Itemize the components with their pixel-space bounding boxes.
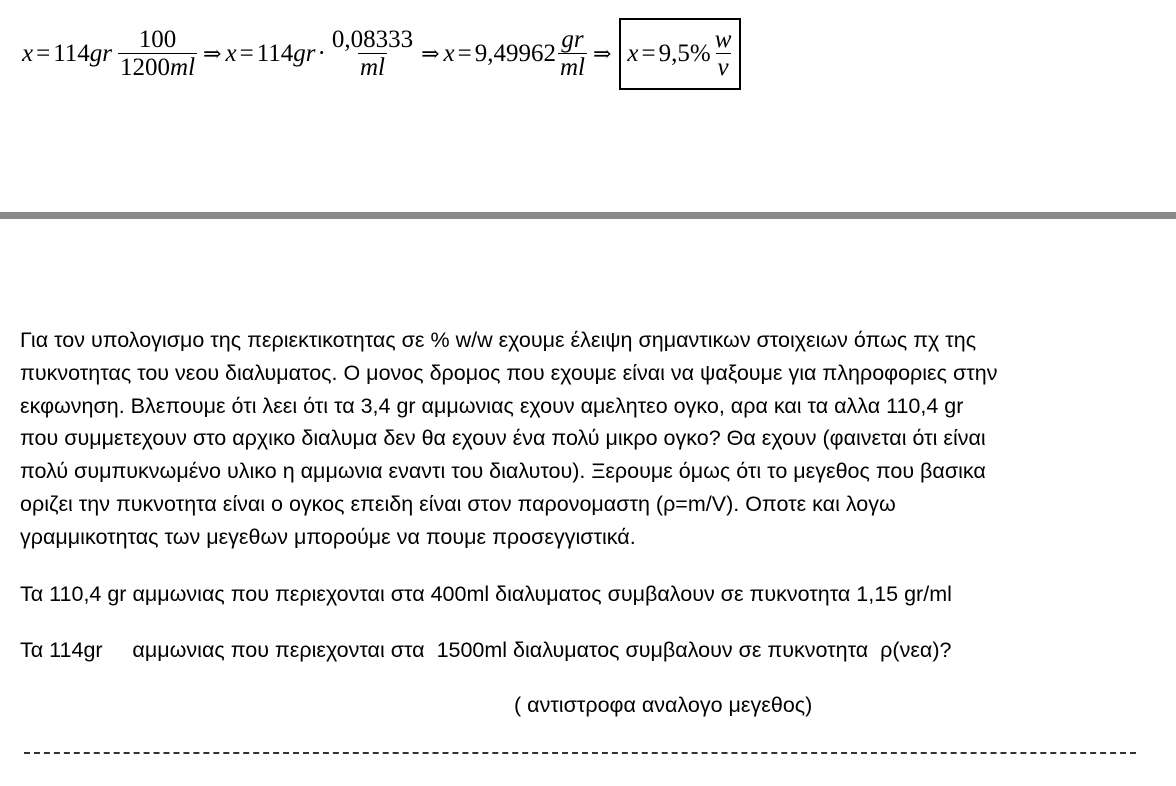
density-line-1: Τα 110,4 gr αμμωνιας που περιεχονται στα 400ml διαλυματος συμβαλουν σε πυκνοτητα 1,15 gr/ml (20, 582, 952, 606)
eq-var: x (443, 40, 455, 67)
eq-var: x (22, 40, 34, 67)
final-value: 9,5% (658, 40, 711, 67)
eq-var: x (225, 40, 237, 67)
eq-coef: 114 (53, 40, 90, 67)
fraction-2-denominator: ml (359, 53, 385, 81)
eq-equals: = (457, 40, 472, 67)
eq-result: 9,49962 (474, 40, 556, 67)
eq-var: x (627, 40, 639, 67)
explanation-paragraph (20, 324, 997, 554)
paragraph-line: οριζει την πυκνοτητα είναι ο ογκος επειδη είναι στον παρονομαστη (ρ=m/V). Οποτε και λογω (20, 491, 896, 516)
paragraph-line: Για τον υπολογισμο της περιεκτικοτητας σε % w/w εχουμε έλειψη σημαντικων στοιχειων όπως πχ της (20, 328, 977, 352)
fraction-1-denominator (118, 53, 197, 82)
eq-unit: gr (293, 40, 316, 67)
fraction-3 (558, 27, 587, 82)
fraction-2-numerator: 0,08333 (331, 25, 414, 53)
fraction-1 (118, 27, 197, 82)
implies-arrow: ⇒ (421, 41, 440, 67)
paragraph-line: πυκνοτητας του νεου διαλυματος. Ο μονος δρομος που εχουμε είναι να ψαξουμε για πληροφοριες στην (20, 360, 998, 385)
eq-equals: = (36, 40, 51, 67)
fraction-1-den-unit: ml (170, 53, 196, 81)
paragraph-line: που συμμετεχουν στο αρχικο διαλυμα δεν θα εχουν ένα πολύ μικρο ογκο? Θα εχουν (φαινεται ότι είναι (20, 426, 986, 451)
eq-equals: = (641, 40, 656, 67)
fraction-1-den-value: 1200 (120, 53, 171, 81)
final-result-box (619, 18, 741, 90)
implies-arrow: ⇒ (203, 41, 222, 67)
fraction-wv (713, 27, 734, 82)
eq-dot: · (317, 40, 326, 67)
dashed-divider (24, 752, 1136, 754)
equation-row (22, 18, 741, 90)
eq-equals: = (239, 40, 254, 67)
eq-coef: 114 (256, 40, 294, 67)
fraction-wv-denominator: v (717, 53, 729, 81)
fraction-2 (330, 27, 415, 82)
implies-arrow: ⇒ (592, 41, 612, 67)
eq-unit: gr (89, 40, 113, 67)
paragraph-line: πολύ συμπυκνωμένο υλικο η αμμωνια εναντι του διαλυτου). Ξερουμε όμως ότι το μεγεθος που βασικα (20, 459, 986, 484)
paragraph-line: εκφωνηση. Βλεπουμε ότι λεει ότι τα 3,4 gr αμμωνιας εχουν αμελητεο ογκο, αρα και τα αλλα 110,4 gr (20, 393, 964, 418)
fraction-wv-numerator: w (714, 25, 732, 53)
fraction-3-numerator: gr (561, 25, 584, 53)
paragraph-line: γραμμικοτητας των μεγεθων μπορούμε να πουμε προσεγγιστικά. (20, 524, 636, 549)
fraction-3-denominator: ml (559, 53, 585, 81)
separator-bar (0, 212, 1176, 219)
density-line-2: Τα 114gr αμμωνιας που περιεχονται στα 1500ml διαλυματος συμβαλουν σε πυκνοτητα ρ(νεα)? (20, 638, 952, 662)
note-line: ( αντιστροφα αναλογο μεγεθος) (514, 693, 813, 717)
fraction-1-numerator: 100 (138, 25, 177, 53)
